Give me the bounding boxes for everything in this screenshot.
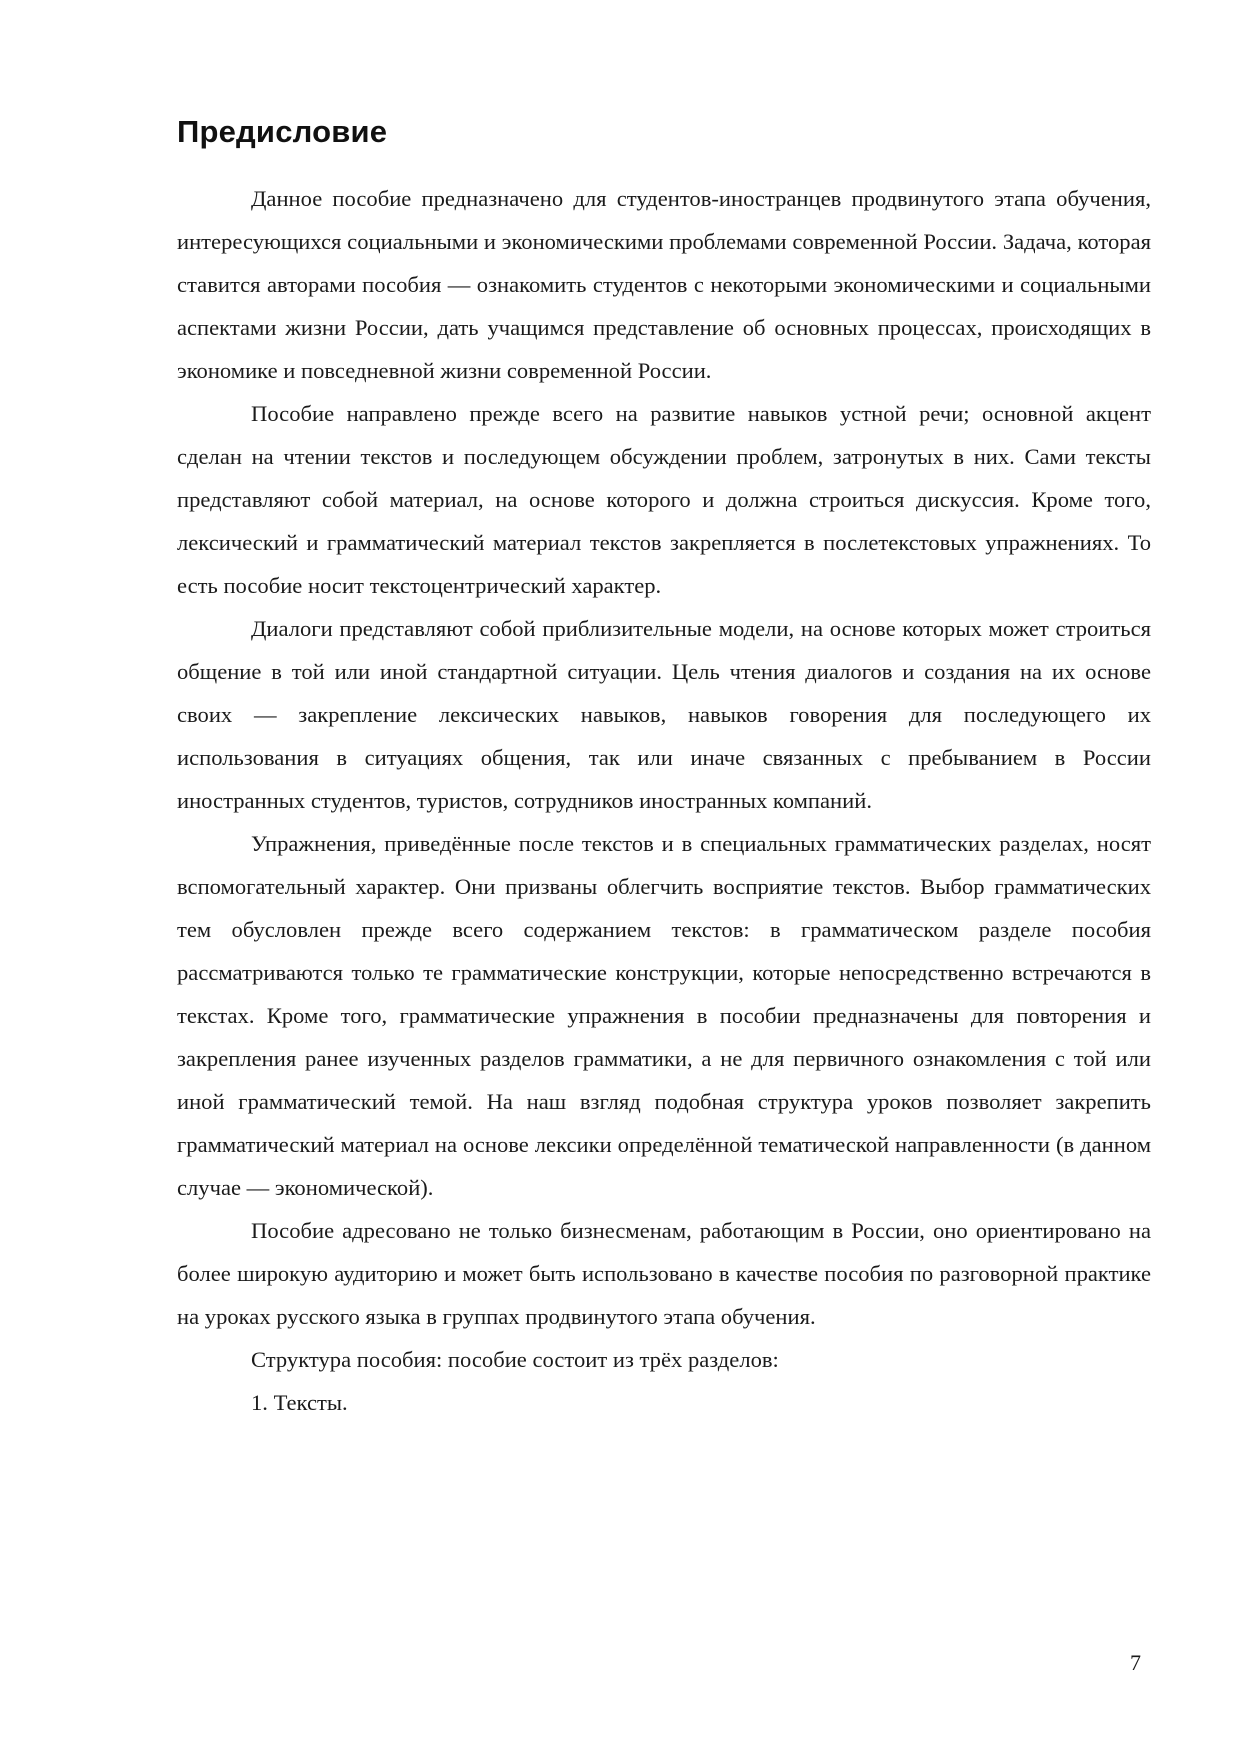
list-item: 1. Тексты. [251,1390,348,1415]
structure-intro: Структура пособия: пособие состоит из трёх разделов: [251,1347,779,1372]
paragraph-exercises: Упражнения, приведённые после текстов и в специальных грамматических разделах, носят вспомогательный характер. Они призваны облегчить восприятие текстов. Выбор грамматических тем обусловлен прежде всего содержанием текстов: в грамматическом разделе пособия рассматриваются только те грамматические конструкции, которые непосредственно встречаются в текстах. Кроме того, грамматические упражнения в пособии предназначены для повторения и закрепления ранее изученных разделов грамматики, а не для первичного ознакомления с той или иной грамматический темой. На наш взгляд подобная структура уроков позволяет закрепить грамматический материал на основе лексики определённой тематической направленности (в данном случае — экономической). [177,831,1151,1200]
paragraph-dialogues: Диалоги представляют собой приблизительные модели, на основе которых может строиться общение в той или иной стандартной ситуации. Цель чтения диалогов и создания на их основе своих — закрепление лексических навыков, навыков говорения для последующего их использования в ситуациях общения, так или иначе связанных с пребыванием в России иностранных студентов, туристов, сотрудников иностранных компаний. [177,616,1151,813]
page-title: Предисловие [177,114,388,149]
paragraph-audience: Пособие адресовано не только бизнесменам, работающим в России, оно ориентировано на более широкую аудиторию и может быть использовано в качестве пособия по разговорной практике на уроках русского языка в группах продвинутого этапа обучения. [177,1218,1151,1329]
page-number: 7 [1130,1650,1141,1675]
paragraph-speaking-skills: Пособие направлено прежде всего на развитие навыков устной речи; основной акцент сделан на чтении текстов и последующем обсуждении проблем, затронутых в них. Сами тексты представляют собой материал, на основе которого и должна строиться дискуссия. Кроме того, лексический и грамматический материал текстов закрепляется в послетекстовых упражнениях. То есть пособие носит текстоцентрический характер. [177,401,1151,598]
paragraph-purpose: Данное пособие предназначено для студентов-иностранцев продвинутого этапа обучения, интересующихся социальными и экономическими проблемами современной России. Задача, которая ставится авторами пособия — ознакомить студентов с некоторыми экономическими и социальными аспектами жизни России, дать учащимся представление об основных процессах, происходящих в экономике и повседневной жизни современной России. [177,186,1151,383]
preface-body [177,177,1151,1424]
